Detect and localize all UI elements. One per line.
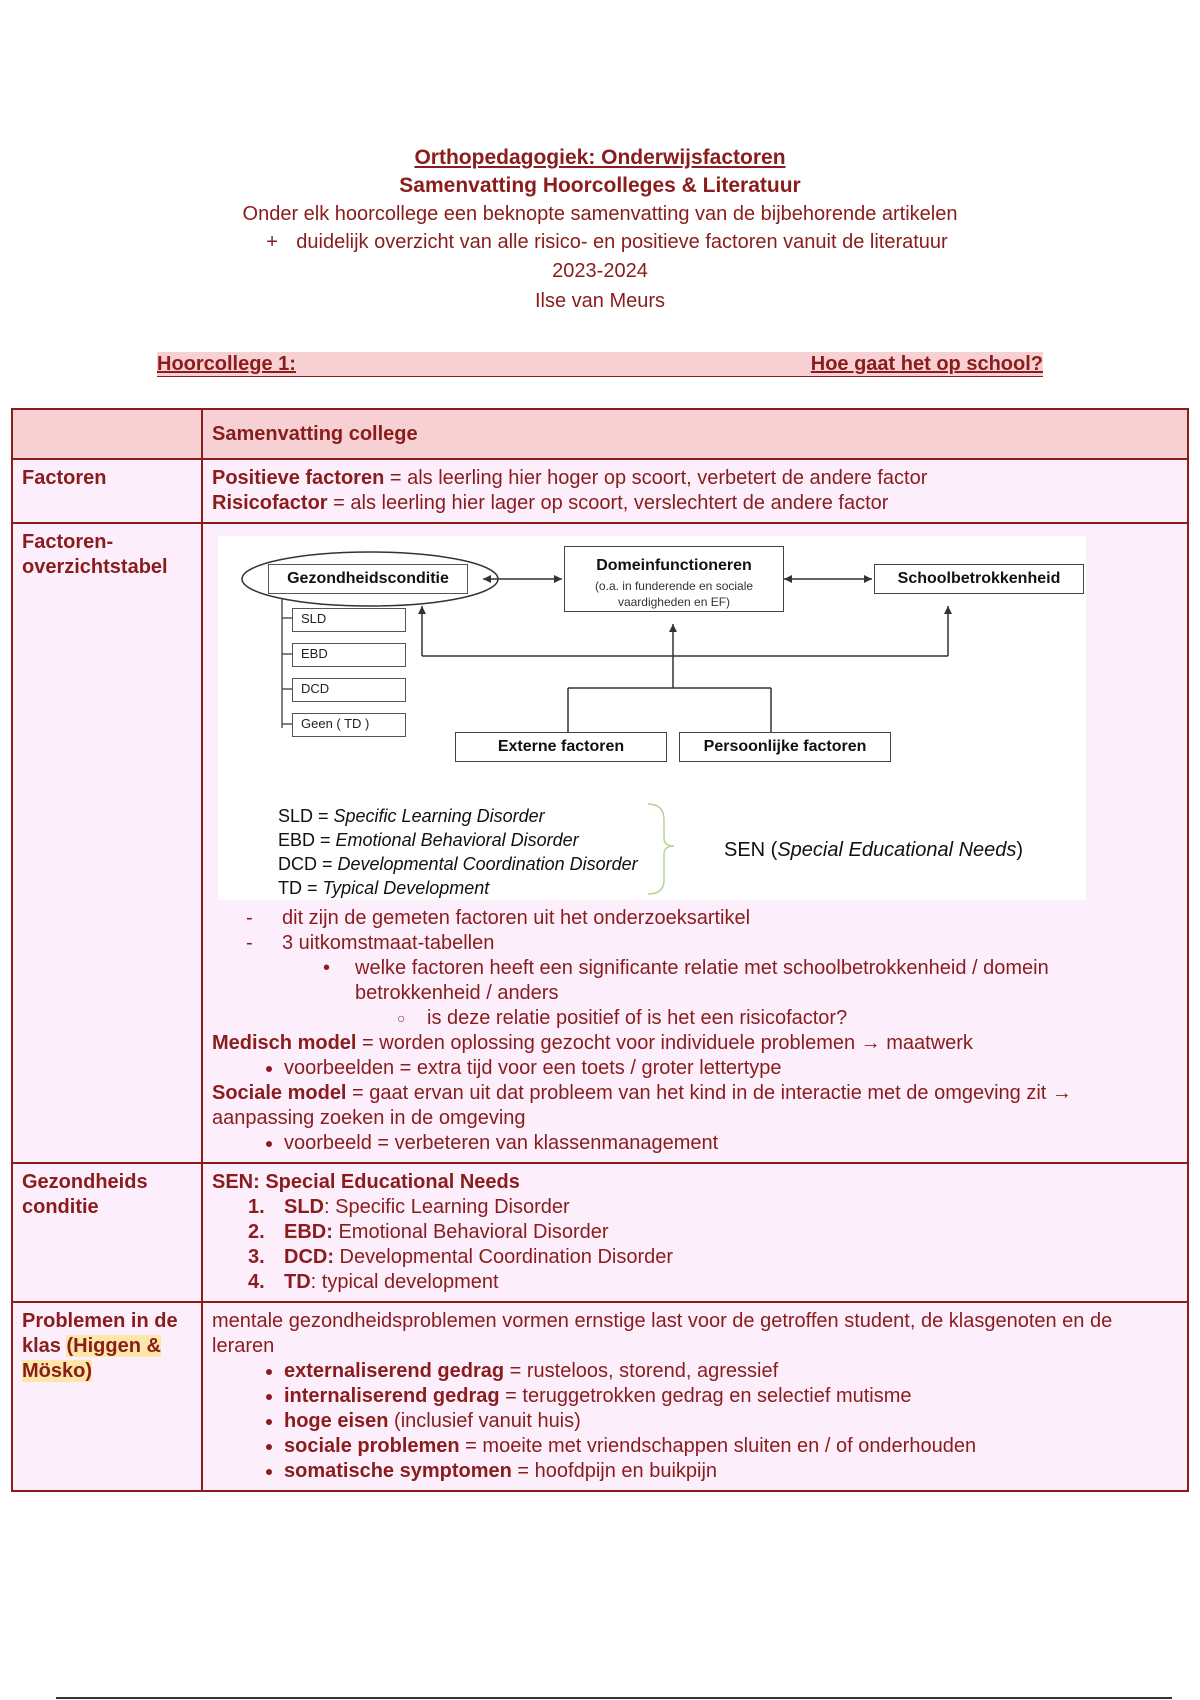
list-term: sociale problemen [284, 1435, 460, 1457]
sen-title: SEN: Special Educational Needs [212, 1171, 520, 1193]
list-item-text: 3 uitkomstmaat-tabellen [282, 932, 495, 954]
sen-italic: Special Educational Needs [777, 839, 1017, 861]
summary-table [11, 408, 1189, 1492]
list-item: - dit zijn de gemeten factoren uit het onderzoeksartikel [282, 906, 1178, 931]
list-item: • • voorbeelden = extra tijd voor een toets / groter lettertype [284, 1056, 1178, 1081]
circle-list [355, 1006, 1178, 1031]
positive-factors-term: Positieve factoren [212, 467, 385, 489]
document-title: Orthopedagogiek: Onderwijsfactoren [414, 146, 786, 169]
header-line-2 [14, 228, 1200, 256]
document-header [0, 144, 1200, 316]
list-item [284, 1359, 1178, 1384]
header-line-1: Onder elk hoorcollege een beknopte samenvatting van de bijbehorende artikelen [242, 203, 958, 225]
sociaal-model-term: Sociale model [212, 1082, 347, 1104]
medisch-model-term: Medisch model [212, 1032, 357, 1054]
list-item-text: (inclusief vanuit huis) [388, 1410, 581, 1432]
list-item-text: = teruggetrokken gedrag en selectief mutisme [499, 1385, 912, 1407]
positive-factors-line [212, 466, 1178, 491]
legend-dcd-full: Developmental Coordination Disorder [337, 854, 638, 874]
list-abbr: TD [284, 1271, 311, 1293]
box-sld: SLD [292, 608, 406, 632]
problemen-intro: mentale gezondheidsproblemen vormen ernstige last voor de getroffen student, de klasgenoten en de leraren [212, 1310, 1113, 1357]
row-label-factoren: Factoren [12, 459, 202, 523]
table-row-problemen [12, 1302, 1188, 1491]
legend-sld-abbr: SLD = [278, 806, 334, 826]
arrowhead-right-1 [554, 575, 562, 583]
lecture-topic: Hoe gaat het op school? [810, 353, 1043, 375]
sen-suffix: ) [1016, 839, 1024, 861]
sen-prefix: SEN ( [724, 839, 778, 861]
problemen-source: (Higgen & Mösko) [22, 1335, 161, 1382]
lecture-heading [157, 352, 1043, 377]
list-item: • • voorbeeld = verbeteren van klassenmanagement [284, 1131, 1178, 1156]
list-item-text: Developmental Coordination Disorder [334, 1246, 674, 1268]
legend-td [278, 876, 638, 900]
list-term: externaliserend gedrag [284, 1360, 505, 1382]
list-item [284, 1459, 1178, 1484]
list-abbr: DCD: [284, 1246, 334, 1268]
domein-label: Domeinfunctioneren [596, 557, 752, 574]
list-number: 2. [248, 1221, 265, 1243]
row-content-gezondheid [202, 1163, 1188, 1302]
medisch-model-text: = worden oplossing gezocht voor individuele problemen → maatwerk [356, 1032, 973, 1054]
box-ebd: EBD [292, 643, 406, 667]
legend-sld [278, 804, 638, 828]
factors-diagram [218, 536, 1086, 900]
row-label-gezondheid: Gezondheids conditie [12, 1163, 202, 1302]
list-number: 1. [248, 1196, 265, 1218]
legend-dcd [278, 852, 638, 876]
dash-list [212, 906, 1178, 1031]
domein-sublabel: (o.a. in funderende en sociale vaardigheden en EF) [594, 579, 754, 609]
plus-sign: + [266, 231, 278, 253]
row-content-problemen [202, 1302, 1188, 1491]
medisch-list [212, 1056, 1178, 1081]
table-header-empty [12, 409, 202, 459]
box-externe-factoren: Externe factoren [455, 732, 667, 762]
box-schoolbetrokkenheid: Schoolbetrokkenheid [874, 564, 1084, 594]
list-item [355, 956, 1178, 1031]
list-item-text: = rusteloos, storend, agressief [504, 1360, 779, 1382]
list-number: 3. [248, 1246, 265, 1268]
sen-list [212, 1195, 1178, 1295]
legend-sld-full: Specific Learning Disorder [333, 806, 545, 826]
arrowhead-left-1 [483, 575, 491, 583]
list-item: ○ is deze relatie positief of is het een risicofactor? [427, 1006, 1178, 1031]
list-item [284, 1384, 1178, 1409]
legend-td-full: Typical Development [322, 878, 490, 898]
list-item [284, 1434, 1178, 1459]
diagram-legend [278, 804, 638, 900]
box-persoonlijke-factoren: Persoonlijke factoren [679, 732, 891, 762]
list-item-text: = moeite met vriendschappen sluiten en / of onderhouden [459, 1435, 977, 1457]
list-term: somatische symptomen [284, 1460, 512, 1482]
table-header-label: Samenvatting college [202, 409, 1188, 459]
legend-dcd-abbr: DCD = [278, 854, 338, 874]
author: Ilse van Meurs [534, 290, 666, 312]
list-term: internaliserend gedrag [284, 1385, 500, 1407]
box-domeinfunctioneren [564, 546, 784, 612]
medisch-model-line [212, 1031, 1178, 1056]
list-item [284, 1409, 1178, 1434]
legend-ebd-full: Emotional Behavioral Disorder [335, 830, 579, 850]
sociaal-list [212, 1131, 1178, 1156]
table-row-overzicht [12, 523, 1188, 1163]
lecture-label: Hoorcollege 1: [157, 353, 296, 375]
list-item [248, 1245, 1178, 1270]
table-row-gezondheid [12, 1163, 1188, 1302]
risk-factor-term: Risicofactor [212, 492, 328, 514]
sociaal-model-line [212, 1081, 1178, 1131]
list-item-text: : Specific Learning Disorder [324, 1196, 570, 1218]
sociaal-model-text: = gaat ervan uit dat probleem van het kind in de interactie met de omgeving zit → aanpassing zoeken in de omgeving [212, 1082, 1072, 1129]
list-number: 4. [248, 1271, 265, 1293]
arrowhead-left-2 [784, 575, 792, 583]
list-item [248, 1270, 1178, 1295]
table-row-factoren [12, 459, 1188, 523]
list-item [248, 1220, 1178, 1245]
list-item-text: Emotional Behavioral Disorder [332, 1221, 609, 1243]
row-content-overzicht [202, 523, 1188, 1163]
sen-brace [648, 804, 674, 894]
list-item-text: welke factoren heeft een significante relatie met schoolbetrokkenheid / domein betrokkenheid / anders [355, 957, 1049, 1004]
risk-factor-text: = als leerling hier lager op scoort, verslechtert de andere factor [327, 492, 889, 514]
legend-td-abbr: TD = [278, 878, 323, 898]
list-item-text: : typical development [310, 1271, 499, 1293]
list-term: hoge eisen [284, 1410, 389, 1432]
list-item [282, 931, 1178, 1031]
list-abbr: SLD [284, 1196, 324, 1218]
bullet-list [282, 956, 1178, 1031]
page-bottom-rule [56, 1697, 1172, 1699]
row-label-problemen [12, 1302, 202, 1491]
header-line-2-text: duidelijk overzicht van alle risico- en positieve factoren vanuit de literatuur [296, 231, 948, 253]
problemen-list [212, 1359, 1178, 1484]
document-subtitle: Samenvatting Hoorcolleges & Literatuur [399, 174, 801, 197]
positive-factors-text: = als leerling hier hoger op scoort, verbetert de andere factor [384, 467, 928, 489]
problemen-label: Problemen in de klas [22, 1310, 178, 1357]
row-label-overzicht: Factoren- overzichtstabel [12, 523, 202, 1163]
academic-year: 2023-2024 [552, 260, 648, 282]
box-gezondheidsconditie: Gezondheidsconditie [268, 564, 468, 594]
box-dcd: DCD [292, 678, 406, 702]
sen-label [724, 838, 1023, 863]
legend-ebd [278, 828, 638, 852]
table-header-row [12, 409, 1188, 459]
row-content-factoren [202, 459, 1188, 523]
list-item-text: = hoofdpijn en buikpijn [511, 1460, 718, 1482]
legend-ebd-abbr: EBD = [278, 830, 336, 850]
arrowhead-right-2 [864, 575, 872, 583]
box-geen-td: Geen ( TD ) [292, 713, 406, 737]
list-abbr: EBD: [284, 1221, 333, 1243]
risk-factor-line [212, 491, 1178, 516]
list-item [248, 1195, 1178, 1220]
